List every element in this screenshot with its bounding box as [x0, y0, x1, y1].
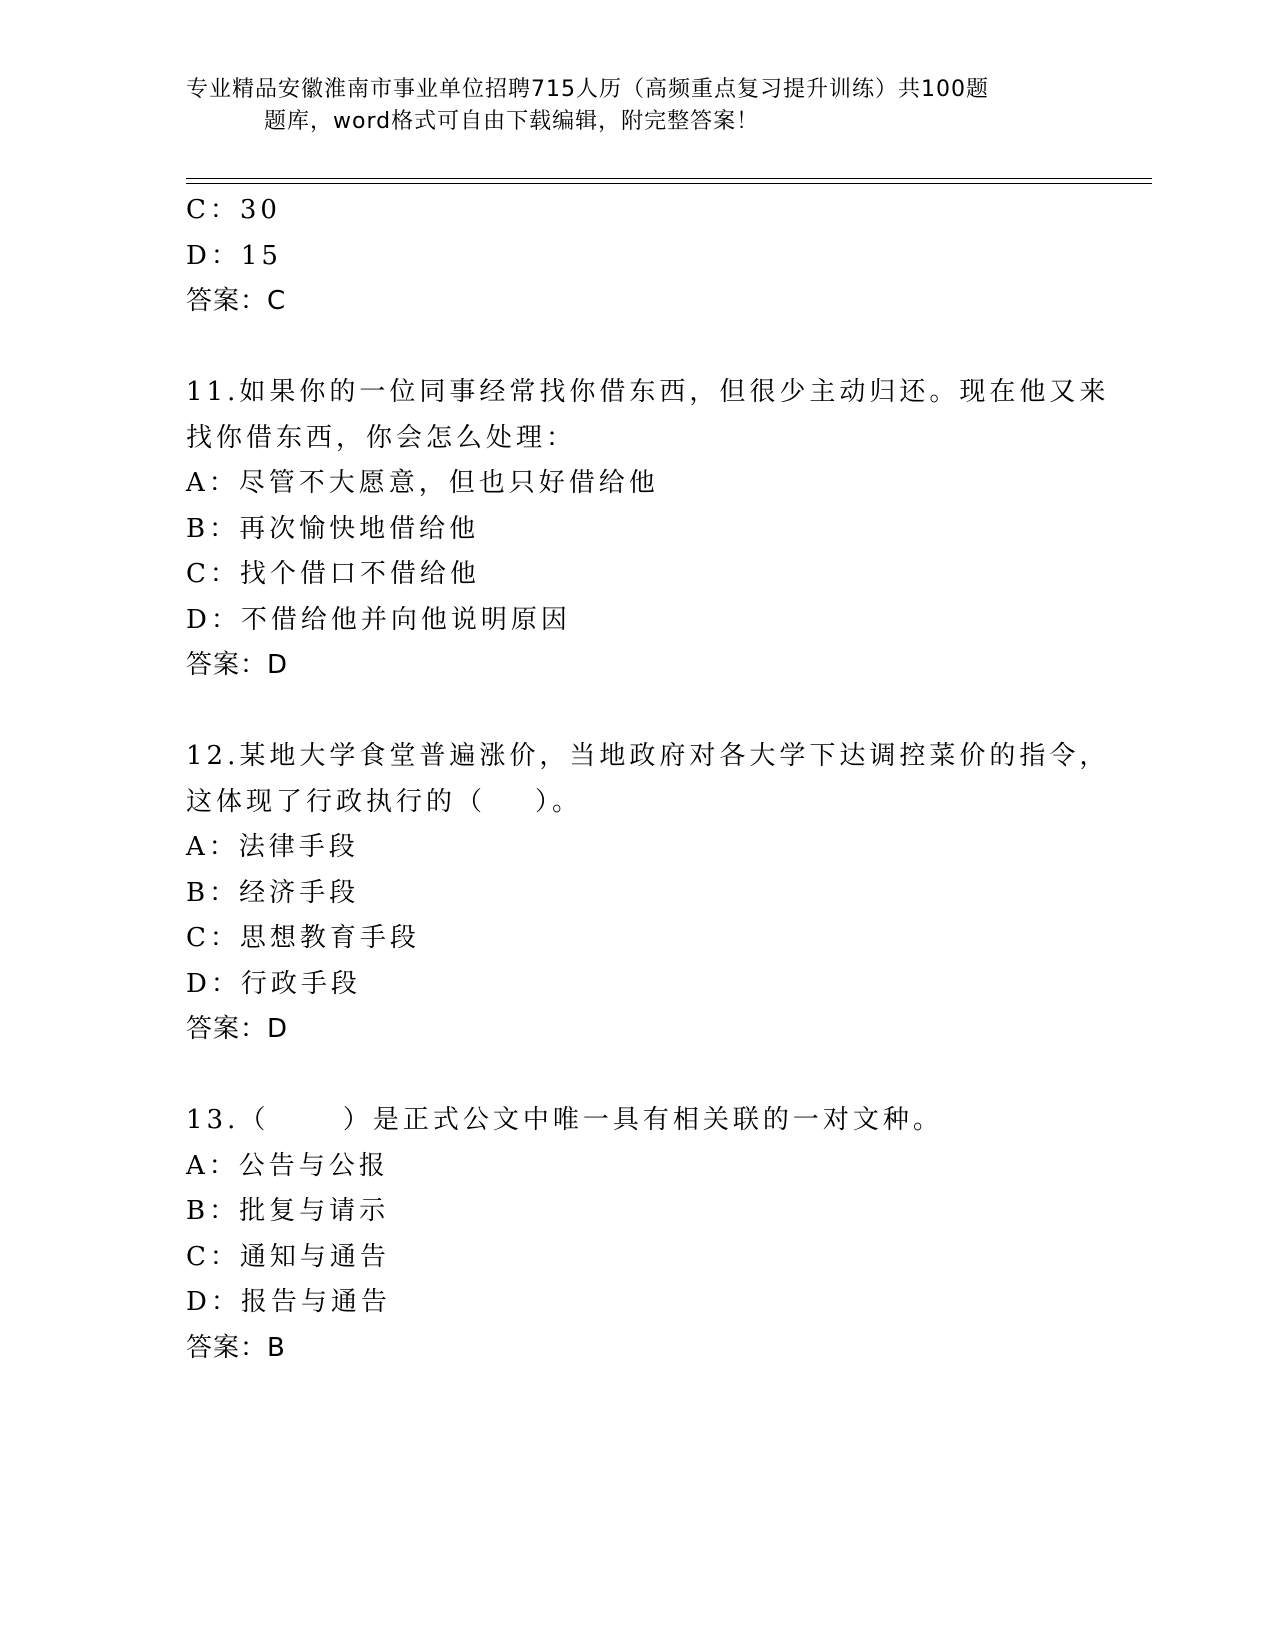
spacer: [186, 1053, 1106, 1099]
question-stem-line: 找你借东西，你会怎么处理：: [186, 422, 577, 453]
header-divider-top: [186, 178, 1152, 179]
answer-line: 答案：D: [186, 1014, 289, 1044]
answer-line: 答案：D: [186, 650, 289, 680]
option-a: A：尽管不大愿意，但也只好借给他: [186, 468, 659, 498]
spacer: [186, 689, 1106, 735]
question-stem-line: 这体现了行政执行的（ ）。: [186, 786, 583, 817]
option-c: C：思想教育手段: [186, 923, 420, 953]
option-b: B：经济手段: [186, 877, 360, 908]
option-c: C：30: [186, 195, 281, 225]
question-stem-line: 13.（ ）是正式公文中唯一具有相关联的一对文种。: [186, 1105, 943, 1135]
option-d: D：报告与通告: [186, 1287, 391, 1317]
option-b: B：批复与请示: [186, 1196, 390, 1226]
option-b: B：再次愉快地借给他: [186, 513, 480, 544]
question-10-continued: [186, 188, 1106, 325]
option-d: D：不借给他并向他说明原因: [186, 604, 571, 635]
option-d: D：行政手段: [186, 968, 361, 999]
option-a: A：公告与公报: [186, 1150, 389, 1181]
option-a: A：法律手段: [186, 832, 359, 862]
answer-line: 答案：C: [186, 286, 287, 316]
header-divider-bottom: [186, 183, 1152, 184]
question-13: [186, 1098, 1106, 1371]
option-c: C：通知与通告: [186, 1241, 390, 1272]
option-d: D：15: [186, 240, 282, 271]
spacer: [186, 325, 1106, 371]
question-12: [186, 734, 1110, 1053]
answer-line: 答案：B: [186, 1332, 286, 1363]
page-header: [186, 74, 1086, 138]
question-stem-line: 12.某地大学食堂普遍涨价，当地政府对各大学下达调控菜价的指令，: [186, 741, 1110, 771]
question-11: [186, 370, 1110, 689]
question-stem-line: 11.如果你的一位同事经常找你借东西，但很少主动归还。现在他又来: [186, 377, 1110, 407]
document-body: [186, 188, 1110, 1371]
header-title-line-2: 题库，word格式可自由下载编辑，附完整答案！: [264, 109, 760, 134]
option-c: C：找个借口不借给他: [186, 559, 480, 589]
header-title-line-1: 专业精品安徽淮南市事业单位招聘715人历（高频重点复习提升训练）共100题: [186, 77, 989, 102]
